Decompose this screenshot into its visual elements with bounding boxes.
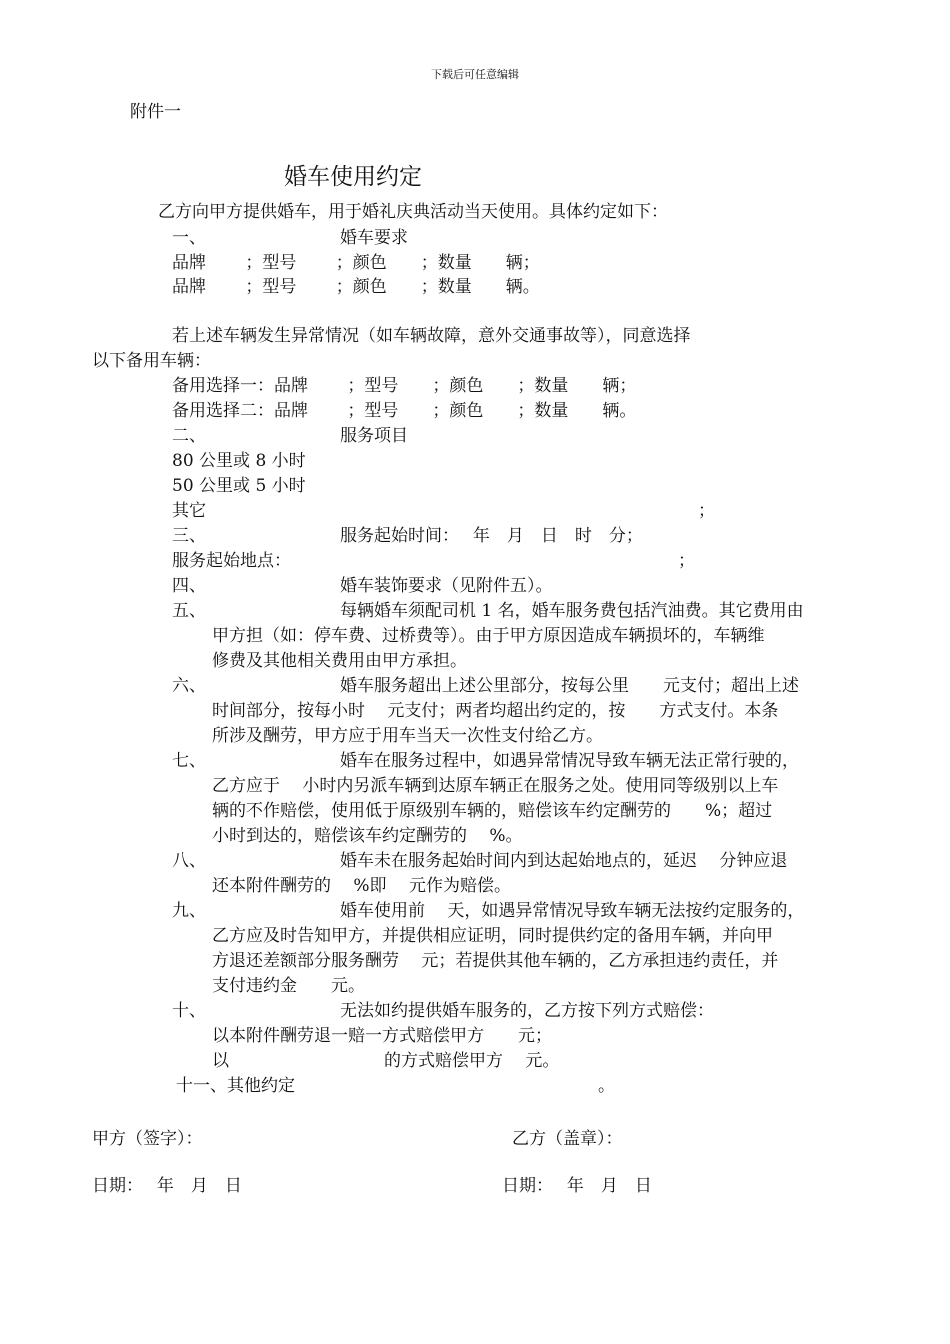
section-10-line-1: 无法如约提供婚车服务的，乙方按下列方式赔偿：	[340, 1001, 714, 1021]
section-10-line-3-start: 以	[212, 1051, 229, 1071]
party-b-seal-label: 乙方（盖章）：	[512, 1129, 623, 1149]
section-5-line-1: 每辆婚车须配司机 1 名，婚车服务费包括汽油费。其它费用由	[340, 601, 804, 621]
backup-option-1: 备用选择一：品牌 ；型号 ；颜色 ；数量 辆；	[172, 376, 637, 396]
service-item-1: 80 公里或 8 小时	[172, 451, 306, 471]
section-6-line-1: 婚车服务超出上述公里部分，按每公里 元支付；超出上述	[340, 676, 799, 696]
section-9-line-1: 婚车使用前 天，如遇异常情况导致车辆无法按约定服务的，	[340, 901, 805, 921]
section-9-line-2: 乙方应及时告知甲方，并提供相应证明，同时提供约定的备用车辆，并向甲	[212, 926, 773, 946]
service-start-place: 服务起始地点：	[172, 551, 291, 571]
section-6-line-2: 时间部分，按每小时 元支付；两者均超出约定的，按 方式支付。本条	[212, 701, 779, 721]
section-6-line-3: 所涉及酬劳，甲方应于用车当天一次性支付给乙方。	[212, 726, 603, 746]
section-3-heading: 服务起始时间： 年 月 日 时 分；	[340, 526, 643, 546]
section-5-line-3: 修费及其他相关费用由甲方承担。	[212, 651, 467, 671]
document-title: 婚车使用约定	[284, 164, 422, 190]
backup-option-2: 备用选择二：品牌 ；型号 ；颜色 ；数量 辆。	[172, 401, 637, 421]
section-10-line-2: 以本附件酬劳退一赔一方式赔偿甲方 元；	[212, 1026, 552, 1046]
section-7-line-3: 辆的不作赔偿，使用低于原级别车辆的，赔偿该车约定酬劳的 %；超过	[212, 801, 773, 821]
service-item-2: 50 公里或 5 小时	[172, 476, 306, 496]
section-6-number: 六、	[172, 676, 206, 696]
car-row-1: 品牌 ；型号 ；颜色 ；数量 辆；	[172, 253, 540, 273]
section-7-line-4: 小时到达的，赔偿该车约定酬劳的 %。	[212, 826, 523, 846]
section-9-line-4: 支付违约金 元。	[212, 976, 365, 996]
section-1-number: 一、	[172, 228, 206, 248]
page-header: 下载后可任意编辑	[431, 68, 519, 81]
section-11-text: 十一、其他约定	[176, 1076, 295, 1096]
section-8-line-2: 还本附件酬劳的 %即 元作为赔偿。	[212, 876, 511, 896]
section-5-number: 五、	[172, 601, 206, 621]
section-1-heading: 婚车要求	[340, 228, 408, 248]
section-4-text: 婚车装饰要求（见附件五）。	[340, 576, 553, 596]
section-9-number: 九、	[172, 901, 206, 921]
section-3-number: 三、	[172, 526, 206, 546]
service-item-3-end: ；	[698, 501, 715, 521]
section-9-line-3: 方退还差额部分服务酬劳 元；若提供其他车辆的，乙方承担违约责任，并	[212, 951, 779, 971]
service-start-place-end: ；	[678, 551, 695, 571]
party-b-date: 日期： 年 月 日	[502, 1176, 652, 1196]
section-4-number: 四、	[172, 576, 206, 596]
intro-text: 乙方向甲方提供婚车，用于婚礼庆典活动当天使用。具体约定如下：	[158, 202, 668, 222]
section-11-end: 。	[598, 1076, 615, 1096]
section-7-line-1: 婚车在服务过程中，如遇异常情况导致车辆无法正常行驶的，	[340, 751, 799, 771]
backup-intro-line-2: 以下备用车辆：	[92, 351, 211, 371]
section-8-number: 八、	[172, 851, 206, 871]
backup-intro-line-1: 若上述车辆发生异常情况（如车辆故障，意外交通事故等），同意选择	[172, 326, 691, 346]
section-8-line-1: 婚车未在服务起始时间内到达起始地点的，延迟 分钟应退	[340, 851, 788, 871]
section-5-line-2: 甲方担（如：停车费、过桥费等）。由于甲方原因造成车辆损坏的，车辆维	[212, 626, 765, 646]
party-a-date: 日期： 年 月 日	[92, 1176, 242, 1196]
section-10-number: 十、	[172, 1001, 206, 1021]
party-a-signature-label: 甲方（签字）：	[92, 1129, 203, 1149]
car-row-2: 品牌 ；型号 ；颜色 ；数量 辆。	[172, 277, 540, 297]
section-2-number: 二、	[172, 426, 206, 446]
section-10-line-3-end: 的方式赔偿甲方 元。	[384, 1051, 560, 1071]
service-item-3: 其它	[172, 501, 206, 521]
section-7-line-2: 乙方应于 小时内另派车辆到达原车辆正在服务之处。使用同等级别以上车	[212, 776, 779, 796]
annex-label: 附件一	[130, 102, 181, 122]
section-2-heading: 服务项目	[340, 426, 408, 446]
section-7-number: 七、	[172, 751, 206, 771]
